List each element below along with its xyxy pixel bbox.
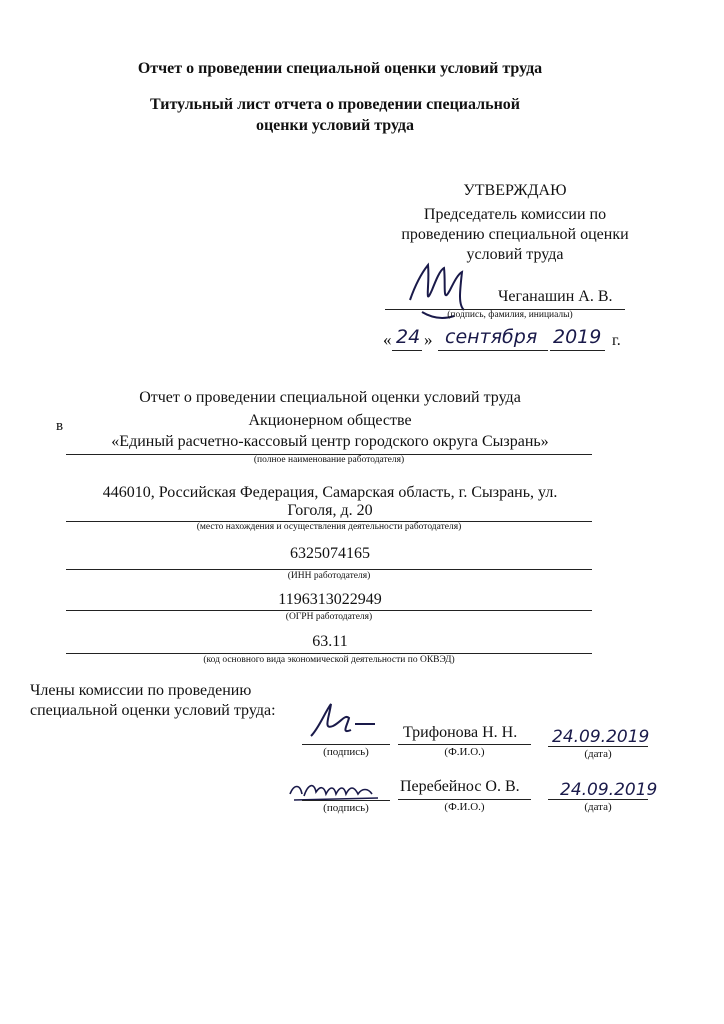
- member1-signature-image: [305, 698, 385, 744]
- okved-value: 63.11: [312, 633, 348, 650]
- address-line1: 446010, Российская Федерация, Самарская область, г. Сызрань, ул.: [102, 484, 558, 501]
- approver-role-line2: проведению специальной оценки: [401, 226, 629, 243]
- employer-name-line1: Акционерном обществе: [248, 412, 412, 429]
- ogrn-caption: (ОГРН работодателя): [285, 612, 373, 622]
- date-month: сентября: [445, 326, 538, 348]
- document-subtitle-line1: Титульный лист отчета о проведении специальной: [149, 96, 521, 113]
- inn-underline: [66, 569, 592, 570]
- date-year-underline: [550, 350, 605, 351]
- ogrn-underline: [66, 610, 592, 611]
- commission-label-line2: специальной оценки условий труда:: [30, 702, 276, 719]
- date-quote-close: »: [424, 330, 433, 349]
- member1-date-caption: (дата): [584, 748, 612, 760]
- approver-signature-caption: (подпись, фамилия, инициалы): [447, 310, 573, 320]
- document-title: Отчет о проведении специальной оценки условий труда: [137, 60, 543, 77]
- inn-value: 6325074165: [290, 545, 370, 562]
- employer-prefix: в: [56, 418, 64, 434]
- okved-caption: (код основного вида экономической деятельности по ОКВЭД): [203, 655, 455, 665]
- employer-name-line2: «Единый расчетно-кассовый центр городского округа Сызрань»: [111, 433, 549, 450]
- member2-name-caption: (Ф.И.О.): [444, 801, 485, 813]
- member1-signature-caption: (подпись): [323, 746, 369, 758]
- okved-underline: [66, 653, 592, 654]
- member2-signature-line: [302, 800, 390, 801]
- member2-date: 24.09.2019: [560, 780, 658, 800]
- inn-caption: (ИНН работодателя): [287, 571, 371, 581]
- member2-name-line: [398, 799, 531, 800]
- employer-caption: (полное наименование работодателя): [253, 455, 405, 465]
- member1-date: 24.09.2019: [552, 727, 650, 747]
- member2-date-caption: (дата): [584, 801, 612, 813]
- report-title: Отчет о проведении специальной оценки условий труда: [139, 389, 521, 406]
- date-quote-open: «: [383, 330, 392, 349]
- approver-role-line3: условий труда: [466, 246, 564, 263]
- approver-name: Чеганашин А. В.: [498, 288, 613, 305]
- member1-name-line: [398, 744, 531, 745]
- date-day: 24: [396, 326, 421, 348]
- commission-label-line1: Члены комиссии по проведению: [30, 682, 252, 699]
- ogrn-value: 1196313022949: [278, 591, 382, 608]
- member2-name: Перебейнос О. В.: [400, 778, 520, 795]
- address-caption: (место нахождения и осуществления деятельности работодателя): [196, 522, 462, 532]
- member2-date-line: [548, 799, 648, 800]
- document-subtitle-line2: оценки условий труда: [255, 117, 415, 134]
- date-month-underline: [438, 350, 548, 351]
- member1-signature-line: [302, 744, 390, 745]
- member1-name-caption: (Ф.И.О.): [444, 746, 485, 758]
- approve-heading: УТВЕРЖДАЮ: [463, 182, 567, 199]
- approver-role-line1: Председатель комиссии по: [423, 206, 607, 223]
- address-line2: Гоголя, д. 20: [287, 502, 373, 519]
- member1-name: Трифонова Н. Н.: [403, 724, 518, 741]
- date-year-suffix: г.: [612, 332, 621, 349]
- date-day-underline: [392, 350, 422, 351]
- date-year: 2019: [553, 326, 602, 348]
- member2-signature-caption: (подпись): [323, 802, 369, 814]
- member1-date-line: [548, 746, 648, 747]
